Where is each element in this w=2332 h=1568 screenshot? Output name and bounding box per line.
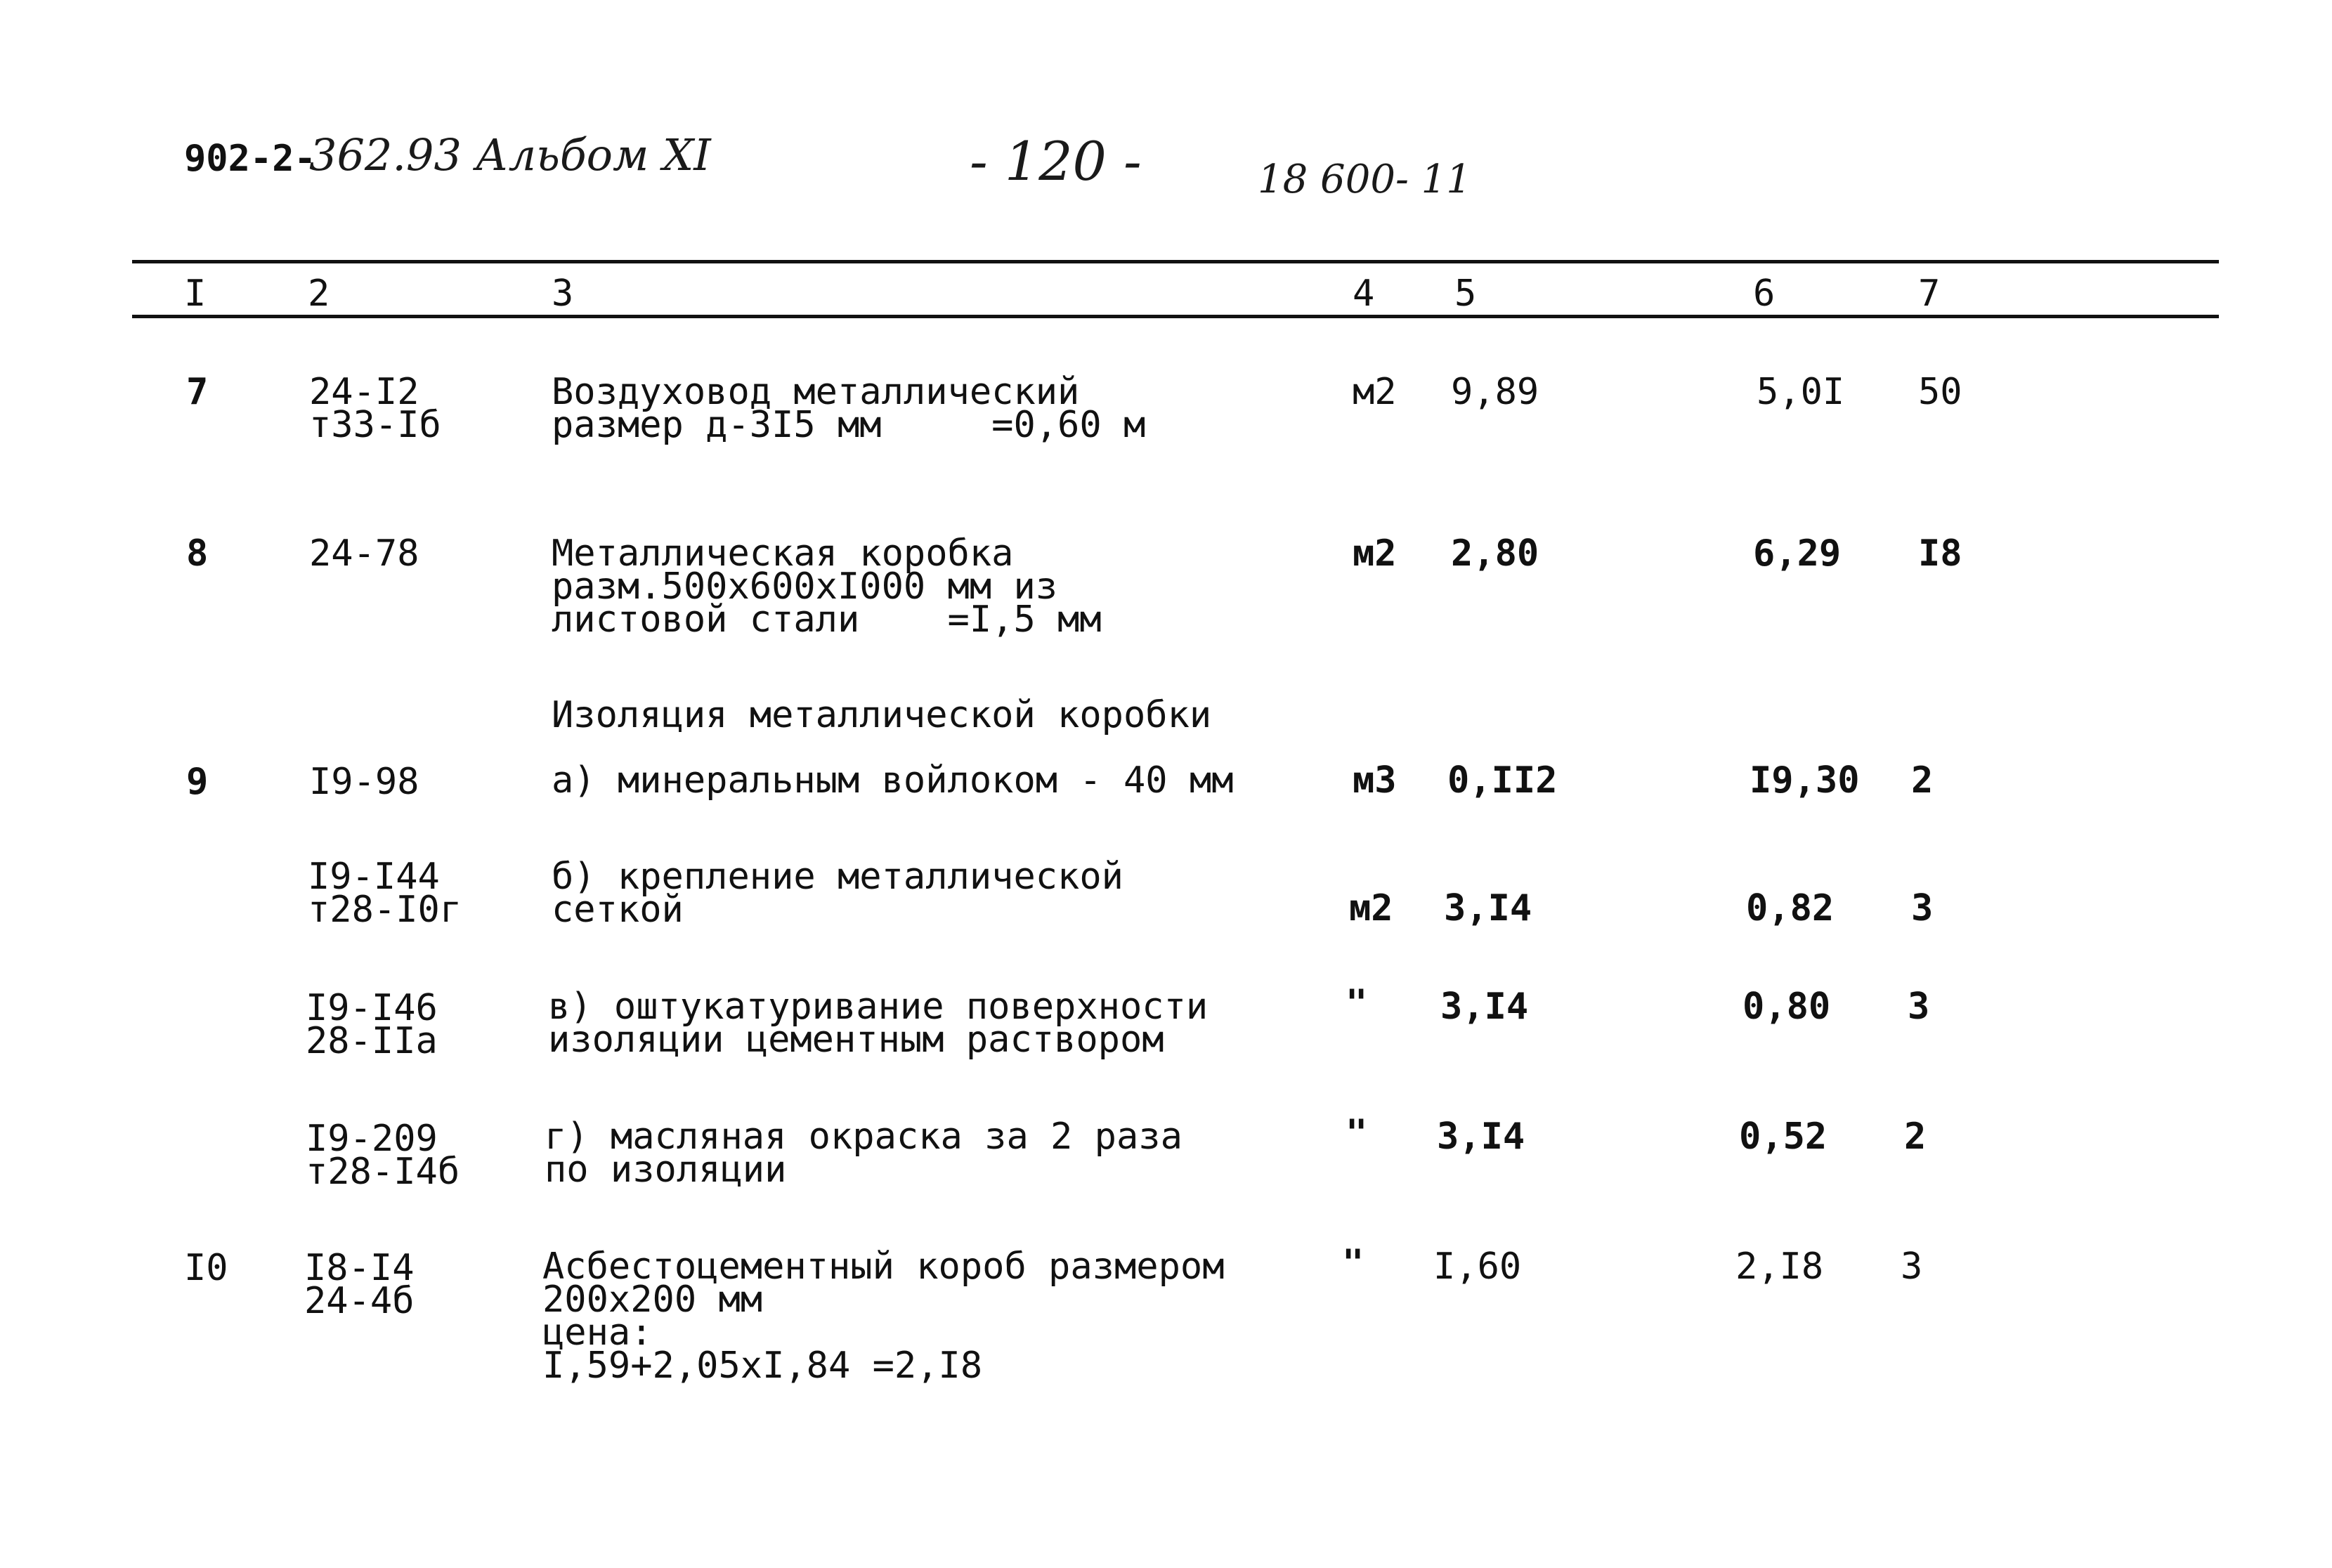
row-unit-price: I9,30 xyxy=(1750,759,1860,802)
row-description-line: в) оштукатуривание поверхности xyxy=(548,986,1209,1028)
column-header-1: I xyxy=(184,273,207,315)
row-quantity: 3,I4 xyxy=(1444,887,1532,929)
row-quantity: I,60 xyxy=(1433,1246,1522,1288)
row-code-line: I9-I44 xyxy=(308,856,440,898)
row-description-line: а) минеральным войлоком - 40 мм xyxy=(552,759,1234,802)
row-code-line: 24-78 xyxy=(309,533,419,575)
row-code-line: I9-98 xyxy=(309,761,419,803)
top-rule xyxy=(132,260,2219,263)
row-description-line: 200х200 мм xyxy=(542,1279,763,1321)
row-unit-price: 5,0I xyxy=(1757,371,1845,413)
row-code-line: I9-209 xyxy=(306,1118,438,1160)
column-header-7: 7 xyxy=(1918,273,1941,315)
row-unit: " xyxy=(1346,1112,1368,1154)
column-header-3: 3 xyxy=(552,273,574,315)
column-header-2: 2 xyxy=(308,273,330,315)
row-code-line: т33-Iб xyxy=(309,404,441,446)
row-code-line: т28-I0г xyxy=(308,889,462,931)
row-description-line: I,59+2,05хI,84 =2,I8 xyxy=(542,1345,983,1387)
row-description-line: г) масляная окраска за 2 раза xyxy=(545,1116,1183,1158)
row-number: I0 xyxy=(184,1247,228,1289)
row-quantity: 3,I4 xyxy=(1437,1116,1525,1158)
row-total: 2 xyxy=(1904,1116,1927,1158)
row-unit-price: 0,82 xyxy=(1746,887,1835,929)
handwritten-album-note: 362.93 Альбом XI xyxy=(309,129,711,181)
row-unit: " xyxy=(1342,1242,1364,1284)
row-description-line: размер д-3I5 мм =0,60 м xyxy=(552,404,1146,446)
column-header-5: 5 xyxy=(1454,273,1477,315)
row-unit: м2 xyxy=(1353,371,1397,413)
row-total: 2 xyxy=(1911,759,1934,802)
column-header-4: 4 xyxy=(1353,273,1375,315)
section-heading: Изоляция металлической коробки xyxy=(552,694,1212,736)
row-total: 3 xyxy=(1911,887,1934,929)
row-unit: м2 xyxy=(1349,887,1393,929)
row-code-line: I8-I4 xyxy=(304,1247,415,1289)
row-description-line: изоляции цементным раствором xyxy=(548,1019,1164,1061)
row-code-line: I9-I46 xyxy=(306,987,438,1029)
header-bottom-rule xyxy=(132,315,2219,318)
row-total: I8 xyxy=(1918,533,1962,575)
row-unit-price: 0,80 xyxy=(1743,986,1831,1028)
handwritten-reference: 18 600- 11 xyxy=(1258,157,1471,202)
row-number: 7 xyxy=(186,371,209,413)
row-number: 8 xyxy=(186,533,209,575)
row-description-line: сеткой xyxy=(552,889,684,931)
row-code-line: 24-4б xyxy=(304,1280,415,1322)
row-description-line: по изоляции xyxy=(545,1149,787,1191)
row-unit: " xyxy=(1346,982,1368,1024)
column-header-6: 6 xyxy=(1753,273,1776,315)
row-code-line: 24-I2 xyxy=(309,371,419,413)
row-description-line: б) крепление металлической xyxy=(552,856,1123,898)
row-description-line: Металлическая коробка xyxy=(552,533,1014,575)
row-description-line: листовой стали =I,5 мм xyxy=(552,599,1102,641)
row-quantity: 9,89 xyxy=(1451,371,1539,413)
row-description-line: Воздуховод металлический xyxy=(552,371,1080,413)
row-unit-price: 0,52 xyxy=(1739,1116,1828,1158)
row-unit: м3 xyxy=(1353,759,1397,802)
page-number: - 120 - xyxy=(970,130,1142,192)
row-description-line: Асбестоцементный короб размером xyxy=(542,1246,1225,1288)
row-description-line: разм.500х600хI000 мм из xyxy=(552,566,1058,608)
row-number: 9 xyxy=(186,761,209,803)
row-code-line: 28-IIа xyxy=(306,1020,438,1062)
document-code: 902-2- xyxy=(184,138,316,180)
row-quantity: 2,80 xyxy=(1451,533,1539,575)
row-unit-price: 6,29 xyxy=(1753,533,1842,575)
row-code-line: т28-I4б xyxy=(306,1151,460,1193)
row-total: 3 xyxy=(1908,986,1930,1028)
row-total: 50 xyxy=(1918,371,1962,413)
row-quantity: 3,I4 xyxy=(1440,986,1529,1028)
row-description-line: цена: xyxy=(542,1312,653,1354)
row-unit: м2 xyxy=(1353,533,1397,575)
row-quantity: 0,II2 xyxy=(1447,759,1558,802)
row-unit-price: 2,I8 xyxy=(1735,1246,1824,1288)
row-total: 3 xyxy=(1901,1246,1923,1288)
